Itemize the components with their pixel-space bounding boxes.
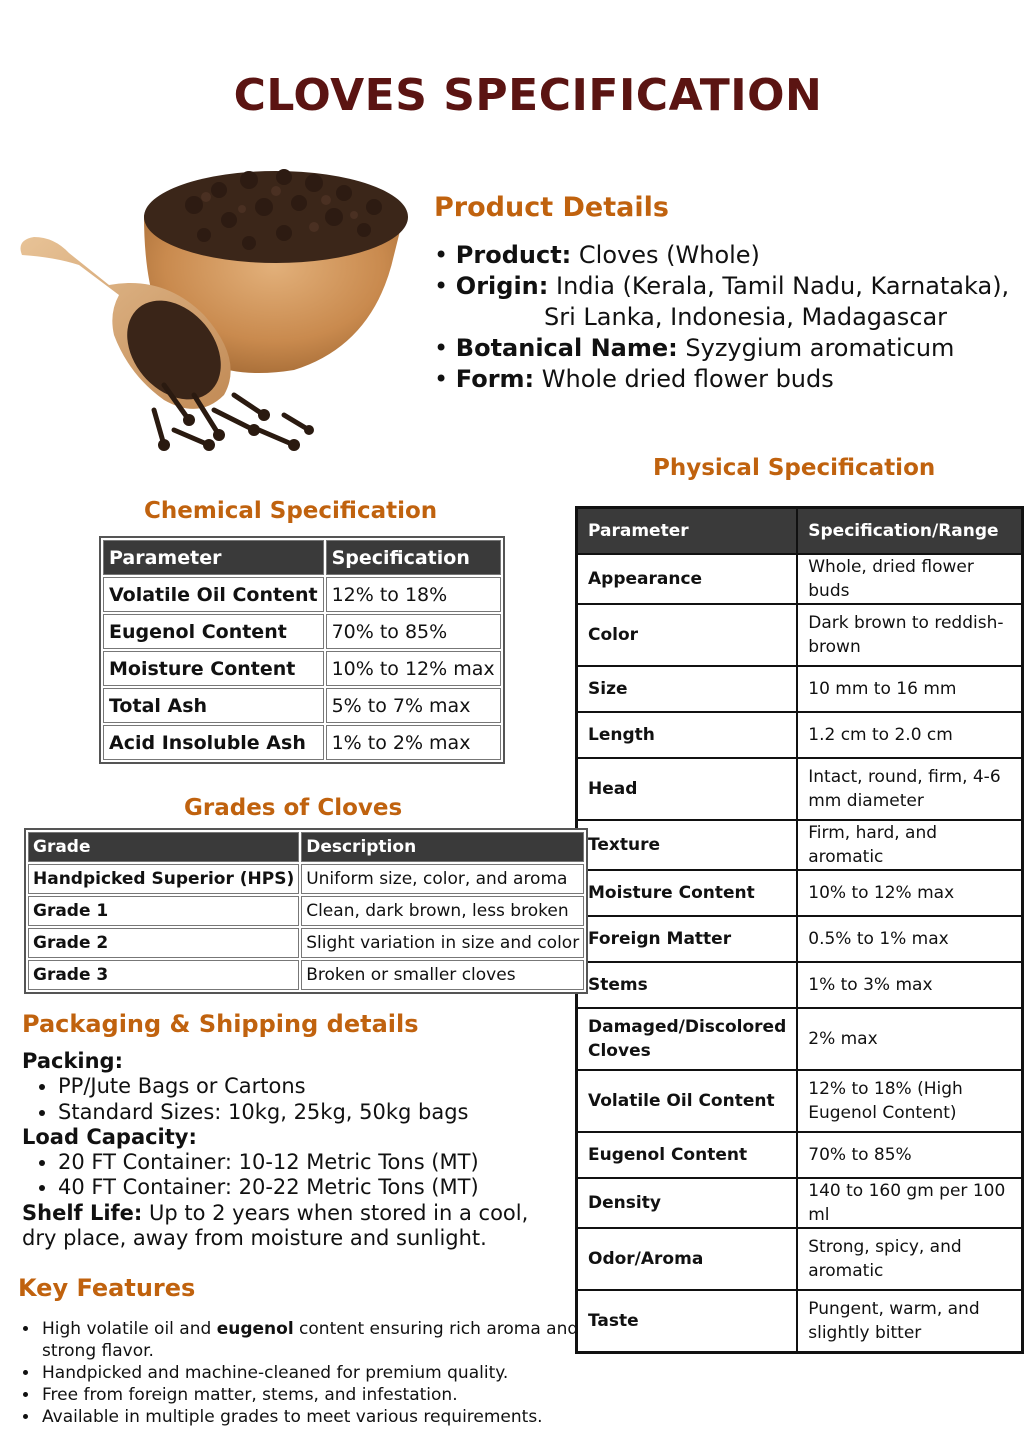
parameter-cell: Total Ash <box>103 688 324 723</box>
table-row <box>577 1008 1023 1070</box>
column-header: Grade <box>28 832 299 862</box>
table-row <box>28 960 584 990</box>
botanical-name-item: • Botanical Name: Syzygium aromaticum <box>434 334 955 362</box>
value-cell: Pungent, warm, and slightly bitter <box>797 1290 1022 1352</box>
product-item: • Product: Cloves (Whole) <box>434 241 760 269</box>
table-row <box>577 1070 1023 1132</box>
parameter-cell: Acid Insoluble Ash <box>103 725 324 760</box>
parameter-cell: Texture <box>577 820 798 870</box>
table-row <box>103 614 501 649</box>
table-row <box>577 962 1023 1008</box>
parameter-cell: Length <box>577 712 798 758</box>
value-cell: Clean, dark brown, less broken <box>301 896 584 926</box>
product-details-heading: Product Details <box>434 192 669 223</box>
table-row <box>577 554 1023 604</box>
parameter-cell: Damaged/Discolored Cloves <box>577 1008 798 1070</box>
table-header-row <box>28 832 584 862</box>
chemical-spec-heading: Chemical Specification <box>144 498 438 524</box>
parameter-cell: Volatile Oil Content <box>577 1070 798 1132</box>
value-cell: 70% to 85% <box>326 614 501 649</box>
cloves-bowl-image <box>14 145 414 470</box>
value-cell: Uniform size, color, and aroma <box>301 864 584 894</box>
value-cell: 0.5% to 1% max <box>797 916 1022 962</box>
table-row <box>28 928 584 958</box>
table-header-row <box>103 540 501 575</box>
physical-spec-table <box>575 506 1024 1354</box>
value-cell: Slight variation in size and color <box>301 928 584 958</box>
table-row <box>103 577 501 612</box>
list-item: • Available in multiple grades to meet various requirements. <box>40 1406 600 1428</box>
product-details-list <box>434 240 1024 395</box>
parameter-cell: Eugenol Content <box>103 614 324 649</box>
value-cell: Dark brown to reddish-brown <box>797 604 1022 666</box>
key-features-list <box>18 1318 600 1428</box>
grades-table <box>24 828 588 994</box>
value-cell: 12% to 18% (High Eugenol Content) <box>797 1070 1022 1132</box>
parameter-cell: Moisture Content <box>103 651 324 686</box>
column-header: Specification <box>326 540 501 575</box>
value-cell: 10 mm to 16 mm <box>797 666 1022 712</box>
origin-item-continued: Sri Lanka, Indonesia, Madagascar <box>544 303 948 331</box>
parameter-cell: Stems <box>577 962 798 1008</box>
table-row <box>577 604 1023 666</box>
column-header: Description <box>301 832 584 862</box>
parameter-cell: Volatile Oil Content <box>103 577 324 612</box>
form-item: • Form: Whole dried flower buds <box>434 365 834 393</box>
origin-item: • Origin: India (Kerala, Tamil Nadu, Karnataka), <box>434 272 1010 300</box>
column-header: Parameter <box>103 540 324 575</box>
packaging-details <box>22 1049 562 1251</box>
table-row <box>28 864 584 894</box>
list-item: • 40 FT Container: 20-22 Metric Tons (MT) <box>58 1175 562 1200</box>
value-cell: 12% to 18% <box>326 577 501 612</box>
list-item: • High volatile oil and eugenol content ensuring rich aroma and strong flavor. <box>40 1318 600 1362</box>
table-row <box>577 1228 1023 1290</box>
value-cell: 1.2 cm to 2.0 cm <box>797 712 1022 758</box>
shelf-life: Shelf Life: Up to 2 years when stored in a cool, dry place, away from moisture and sunlight. <box>22 1200 529 1251</box>
parameter-cell: Head <box>577 758 798 820</box>
parameter-cell: Size <box>577 666 798 712</box>
column-header: Parameter <box>577 508 798 555</box>
parameter-cell: Moisture Content <box>577 870 798 916</box>
table-row <box>103 651 501 686</box>
parameter-cell: Handpicked Superior (HPS) <box>28 864 299 894</box>
list-item: • PP/Jute Bags or Cartons <box>58 1074 562 1099</box>
value-cell: Intact, round, firm, 4-6 mm diameter <box>797 758 1022 820</box>
load-capacity-label: Load Capacity: <box>22 1124 197 1149</box>
parameter-cell: Foreign Matter <box>577 916 798 962</box>
table-row <box>577 666 1023 712</box>
packing-label: Packing: <box>22 1049 123 1073</box>
value-cell: Broken or smaller cloves <box>301 960 584 990</box>
parameter-cell: Eugenol Content <box>577 1132 798 1178</box>
table-row <box>577 712 1023 758</box>
value-cell: 10% to 12% max <box>797 870 1022 916</box>
table-row <box>577 758 1023 820</box>
parameter-cell: Density <box>577 1178 798 1228</box>
value-cell: 70% to 85% <box>797 1132 1022 1178</box>
table-row <box>577 820 1023 870</box>
list-item: • Free from foreign matter, stems, and infestation. <box>40 1384 600 1406</box>
grades-heading: Grades of Cloves <box>184 795 403 821</box>
parameter-cell: Appearance <box>577 554 798 604</box>
table-row <box>577 916 1023 962</box>
packaging-heading: Packaging & Shipping details <box>22 1010 419 1038</box>
physical-spec-heading: Physical Specification <box>653 455 936 481</box>
value-cell: Strong, spicy, and aromatic <box>797 1228 1022 1290</box>
parameter-cell: Color <box>577 604 798 666</box>
parameter-cell: Grade 2 <box>28 928 299 958</box>
table-row <box>577 870 1023 916</box>
key-features-heading: Key Features <box>18 1274 196 1302</box>
table-row <box>103 725 501 760</box>
parameter-cell: Odor/Aroma <box>577 1228 798 1290</box>
table-row <box>28 896 584 926</box>
table-row <box>577 1290 1023 1352</box>
table-header-row <box>577 508 1023 555</box>
value-cell: 1% to 3% max <box>797 962 1022 1008</box>
value-cell: 1% to 2% max <box>326 725 501 760</box>
page-title: CLOVES SPECIFICATION <box>233 70 823 121</box>
list-item: • Standard Sizes: 10kg, 25kg, 50kg bags <box>58 1100 562 1125</box>
parameter-cell: Grade 3 <box>28 960 299 990</box>
list-item: • 20 FT Container: 10-12 Metric Tons (MT) <box>58 1150 562 1175</box>
value-cell: 140 to 160 gm per 100 ml <box>797 1178 1022 1228</box>
value-cell: 10% to 12% max <box>326 651 501 686</box>
table-row <box>103 688 501 723</box>
value-cell: Firm, hard, and aromatic <box>797 820 1022 870</box>
packing-list <box>22 1074 562 1125</box>
table-row <box>577 1178 1023 1228</box>
value-cell: 5% to 7% max <box>326 688 501 723</box>
parameter-cell: Grade 1 <box>28 896 299 926</box>
value-cell: Whole, dried flower buds <box>797 554 1022 604</box>
load-capacity-list <box>22 1150 562 1201</box>
chemical-spec-table <box>99 536 505 764</box>
value-cell: 2% max <box>797 1008 1022 1070</box>
list-item: • Handpicked and machine-cleaned for premium quality. <box>40 1362 600 1384</box>
parameter-cell: Taste <box>577 1290 798 1352</box>
table-row <box>577 1132 1023 1178</box>
column-header: Specification/Range <box>797 508 1022 555</box>
